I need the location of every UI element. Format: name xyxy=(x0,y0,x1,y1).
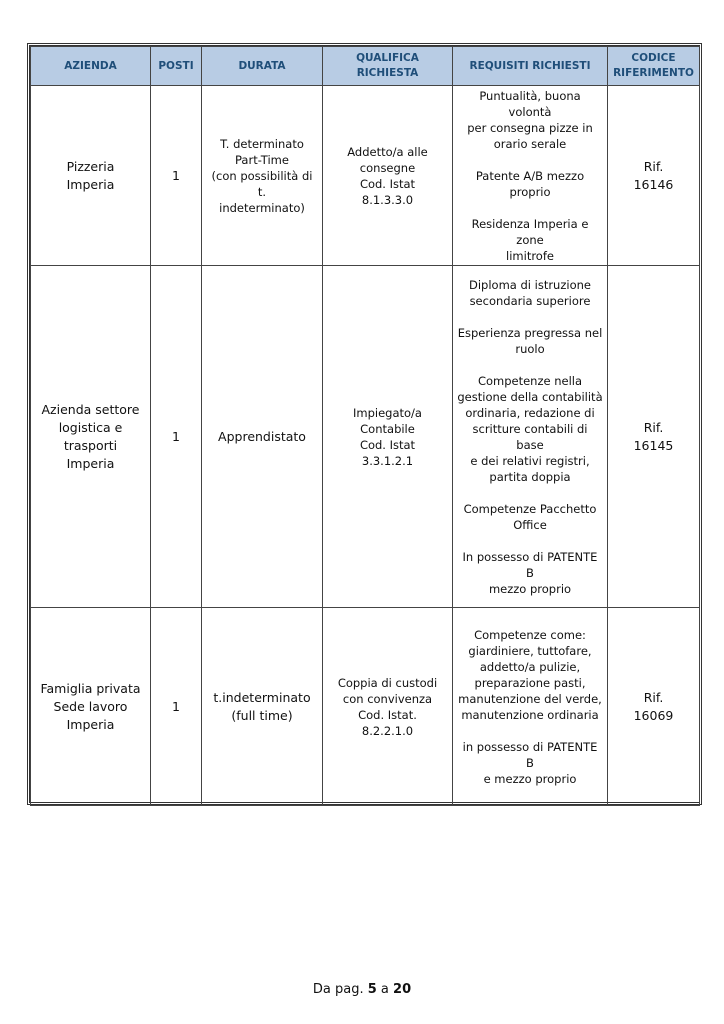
header-qualifica: QUALIFICA RICHIESTA xyxy=(323,47,453,86)
cell-posti: 1 xyxy=(151,266,202,608)
cell-requisiti: Diploma di istruzione secondaria superiore Esperienza pregressa nel ruolo Competenze nella gestione della contabilità ordinaria, redazione di scritture contabili di base e dei relativi registri, partita doppia Competenze Pacchetto Office In possesso di PATENTE B mezzo proprio xyxy=(453,266,608,608)
header-codice: CODICE RIFERIMENTO xyxy=(608,47,700,86)
header-durata: DURATA xyxy=(202,47,323,86)
cell-requisiti: Puntualità, buona volontà per consegna pizze in orario serale Patente A/B mezzo proprio Residenza Imperia e zone limitrofe xyxy=(453,86,608,266)
cell-azienda: Famiglia privata Sede lavoro Imperia xyxy=(31,608,151,806)
table-header-row xyxy=(31,47,700,86)
footer-page-number: 5 xyxy=(367,982,377,997)
cell-codice: Rif. 16146 xyxy=(608,86,700,266)
cell-codice: Rif. 16145 xyxy=(608,266,700,608)
cell-posti: 1 xyxy=(151,86,202,266)
job-offers-table xyxy=(30,46,700,806)
cell-durata: t.indeterminato (full time) xyxy=(202,608,323,806)
cell-azienda: Pizzeria Imperia xyxy=(31,86,151,266)
footer-separator: a xyxy=(380,982,389,997)
table-row xyxy=(31,266,700,608)
header-requisiti: REQUISITI RICHIESTI xyxy=(453,47,608,86)
job-offers-table-frame xyxy=(27,43,702,805)
cell-durata: T. determinato Part-Time (con possibilità di t. indeterminato) xyxy=(202,86,323,266)
header-posti: POSTI xyxy=(151,47,202,86)
cell-qualifica: Impiegato/a Contabile Cod. Istat 3.3.1.2.1 xyxy=(323,266,453,608)
cell-qualifica: Addetto/a alle consegne Cod. Istat 8.1.3.3.0 xyxy=(323,86,453,266)
footer-prefix: Da pag. xyxy=(312,982,364,997)
header-azienda: AZIENDA xyxy=(31,47,151,86)
cell-requisiti: Competenze come: giardiniere, tuttofare, addetto/a pulizie, preparazione pasti, manutenzione del verde, manutenzione ordinaria in possesso di PATENTE B e mezzo proprio xyxy=(453,608,608,806)
table-row xyxy=(31,86,700,266)
table-row xyxy=(31,608,700,806)
cell-azienda: Azienda settore logistica e trasporti Imperia xyxy=(31,266,151,608)
cell-posti: 1 xyxy=(151,608,202,806)
page-footer xyxy=(0,982,724,997)
cell-durata: Apprendistato xyxy=(202,266,323,608)
footer-page-total: 20 xyxy=(393,982,412,997)
cell-qualifica: Coppia di custodi con convivenza Cod. Istat. 8.2.2.1.0 xyxy=(323,608,453,806)
cell-codice: Rif. 16069 xyxy=(608,608,700,806)
